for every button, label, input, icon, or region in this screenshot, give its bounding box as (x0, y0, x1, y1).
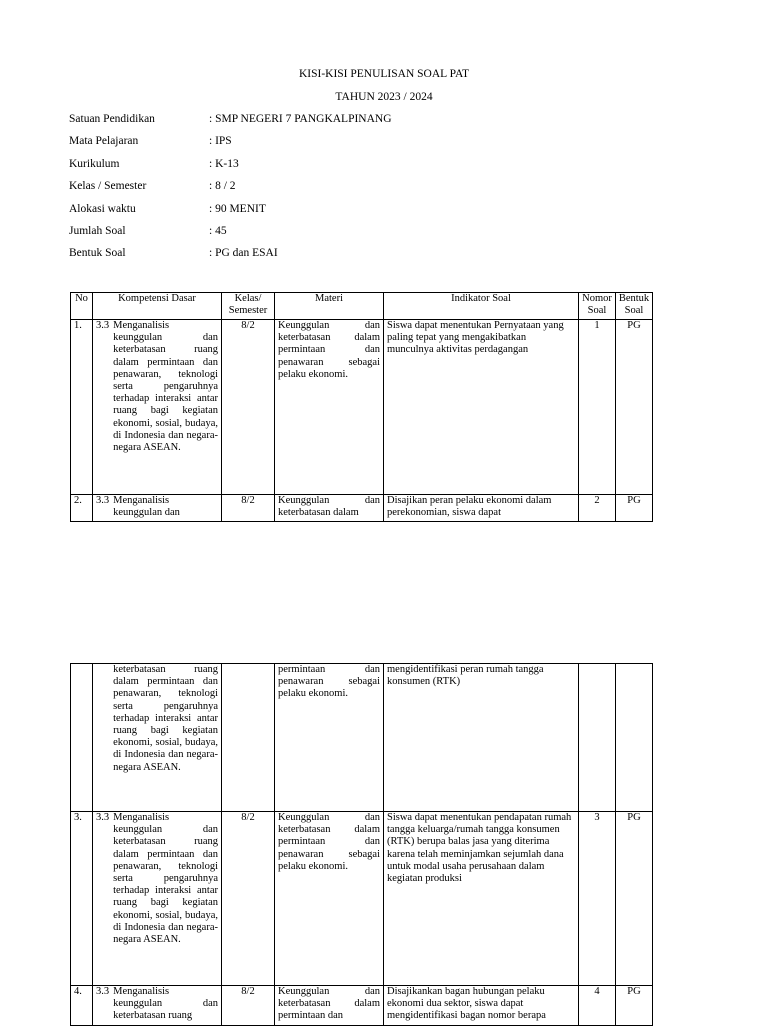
cell-nomor: 2 (579, 495, 616, 522)
kd-number: 3.3 (96, 320, 110, 331)
kisi-table-part2 (70, 663, 653, 1026)
cell-kelas: 8/2 (222, 495, 275, 522)
cell-nomor: 4 (579, 986, 616, 1026)
header-materi: Materi (275, 293, 384, 320)
meta-label: Mata Pelajaran (69, 135, 139, 147)
kd-text: Menganalisis keunggulan dan keterbatasan ruang dalam permintaan dan penawaran, teknologi serta pengaruhnya terhadap interaksi antar ruang bagi kegiatan ekonomi, sosial, budaya, di Indonesia dan negara-negara ASEAN. (113, 320, 218, 454)
table-row-continuation (71, 664, 653, 812)
meta-value: : IPS (209, 135, 232, 147)
kd-number: 3.3 (96, 986, 110, 997)
cell-no: 2. (71, 495, 93, 522)
meta-label: Satuan Pendidikan (69, 113, 155, 125)
cell-kd (93, 664, 222, 812)
meta-value: : 90 MENIT (209, 203, 266, 215)
cell-kd (93, 986, 222, 1026)
cell-kelas (222, 664, 275, 812)
cell-bentuk: PG (616, 320, 653, 495)
cell-no: 4. (71, 986, 93, 1026)
meta-value: : SMP NEGERI 7 PANGKALPINANG (209, 113, 392, 125)
meta-label: Kurikulum (69, 158, 120, 170)
kd-text: Menganalisis keunggulan dan keterbatasan ruang (113, 986, 218, 1022)
cell-indikator: Siswa dapat menentukan pendapatan rumah tangga keluarga/rumah tangga konsumen (RTK) berupa balas jasa yang diterima karena telah meminjamkan sejumlah dana untuk modal usaha perusahaan dalam kegiatan produksi (384, 812, 579, 986)
meta-label: Alokasi waktu (69, 203, 136, 215)
table-header-row (71, 293, 653, 320)
cell-indikator: Disajikan peran pelaku ekonomi dalam perekonomian, siswa dapat (384, 495, 579, 522)
cell-kd (93, 320, 222, 495)
cell-kelas: 8/2 (222, 812, 275, 986)
meta-label: Bentuk Soal (69, 247, 126, 259)
kd-text: keterbatasan ruang dalam permintaan dan penawaran, teknologi serta pengaruhnya terhadap interaksi antar ruang bagi kegiatan ekonomi, sosial, budaya, di Indonesia dan negara-negara ASEAN. (113, 664, 218, 773)
cell-nomor (579, 664, 616, 812)
cell-materi: Keunggulan dan keterbatasan dalam permintaan dan penawaran sebagai pelaku ekonomi. (275, 320, 384, 495)
cell-bentuk: PG (616, 495, 653, 522)
kd-number: 3.3 (96, 495, 110, 506)
cell-kelas: 8/2 (222, 986, 275, 1026)
cell-bentuk: PG (616, 812, 653, 986)
meta-value: : 8 / 2 (209, 180, 236, 192)
cell-nomor: 1 (579, 320, 616, 495)
kisi-table-part1 (70, 292, 653, 522)
meta-value: : K-13 (209, 158, 239, 170)
header-indikator: Indikator Soal (384, 293, 579, 320)
cell-no: 3. (71, 812, 93, 986)
cell-indikator: mengidentifikasi peran rumah tangga konsumen (RTK) (384, 664, 579, 812)
meta-label: Kelas / Semester (69, 180, 147, 192)
cell-no (71, 664, 93, 812)
cell-indikator: Disajikankan bagan hubungan pelaku ekonomi dua sektor, siswa dapat mengidentifikasi bagan nomor berapa (384, 986, 579, 1026)
meta-value: : 45 (209, 225, 227, 237)
cell-materi: Keunggulan dan keterbatasan dalam permintaan dan penawaran sebagai pelaku ekonomi. (275, 812, 384, 986)
header-kelas: Kelas/ Semester (222, 293, 275, 320)
table-row (71, 320, 653, 495)
meta-value: : PG dan ESAI (209, 247, 278, 259)
cell-kelas: 8/2 (222, 320, 275, 495)
kd-text: Menganalisis keunggulan dan (113, 495, 180, 519)
document-title: KISI-KISI PENULISAN SOAL PAT (298, 68, 470, 80)
cell-indikator: Siswa dapat menentukan Pernyataan yang paling tepat yang mengakibatkan munculnya aktivitas perdagangan (384, 320, 579, 495)
cell-nomor: 3 (579, 812, 616, 986)
cell-materi: permintaan dan penawaran sebagai pelaku ekonomi. (275, 664, 384, 812)
header-nomor: Nomor Soal (579, 293, 616, 320)
cell-kd (93, 495, 222, 522)
cell-no: 1. (71, 320, 93, 495)
kd-number: 3.3 (96, 812, 110, 823)
table-row (71, 986, 653, 1026)
header-no: No (71, 293, 93, 320)
table-row (71, 812, 653, 986)
header-bentuk: Bentuk Soal (616, 293, 653, 320)
cell-materi: Keunggulan dan keterbatasan dalam (275, 495, 384, 522)
meta-label: Jumlah Soal (69, 225, 126, 237)
table-row (71, 495, 653, 522)
header-kd: Kompetensi Dasar (93, 293, 222, 320)
kd-text: Menganalisis keunggulan dan keterbatasan ruang dalam permintaan dan penawaran, teknologi serta pengaruhnya terhadap interaksi antar ruang bagi kegiatan ekonomi, sosial, budaya, di Indonesia dan negara-negara ASEAN. (113, 812, 218, 946)
cell-kd (93, 812, 222, 986)
cell-bentuk (616, 664, 653, 812)
cell-materi: Keunggulan dan keterbatasan dalam permintaan dan (275, 986, 384, 1026)
document-year: TAHUN 2023 / 2024 (335, 91, 433, 103)
cell-bentuk: PG (616, 986, 653, 1026)
